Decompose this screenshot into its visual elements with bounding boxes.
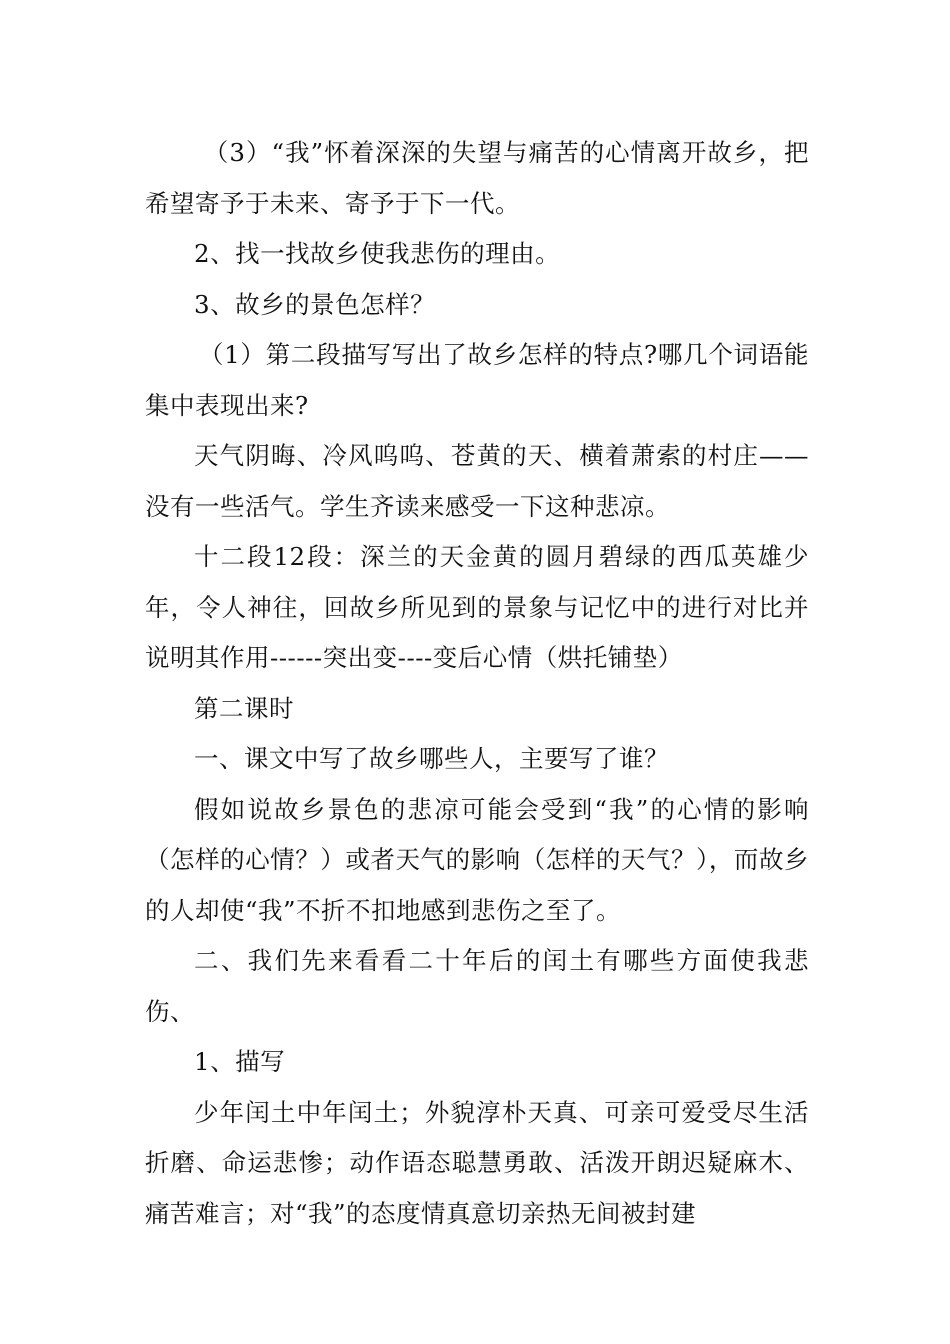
paragraph-sad-reasons: 2、找一找故乡使我悲伤的理由。 bbox=[194, 239, 561, 268]
paragraph-characters-question: 一、课文中写了故乡哪些人，主要写了谁？ bbox=[194, 744, 669, 773]
paragraph-mood-influence: 假如说故乡景色的悲凉可能会受到“我”的心情的影响（怎样的心情？）或者天气的影响（怎样的天气？），而故乡的人却使“我”不折不扣地感到悲伤之至了。 bbox=[145, 794, 809, 925]
paragraph-scenery-question: 3、故乡的景色怎样？ bbox=[194, 289, 436, 319]
paragraph-second-lesson-heading: 第二课时 bbox=[194, 693, 294, 723]
paragraph-runtu-intro: 二、我们先来看看二十年后的闰土有哪些方面使我悲伤、 bbox=[145, 946, 809, 1026]
paragraph-runtu-comparison: 少年闰土中年闰土；外貌淳朴天真、可亲可爱受尽生活折磨、命运悲惨；动作语态聪慧勇敢、活泼开朗迟疑麻木、痛苦难言；对“我”的态度情真意切亲热无间被封建 bbox=[145, 1097, 809, 1228]
paragraph-section-twelve: 十二段12段：深兰的天金黄的圆月碧绿的西瓜英雄少年，令人神往，回故乡所见到的景象与记忆中的进行对比并说明其作用------突出变----变后心情（烘托铺垫） bbox=[145, 542, 809, 672]
paragraph-weather-description: 天气阴晦、冷风呜呜、苍黄的天、横着萧索的村庄——没有一些活气。学生齐读来感受一下这种悲凉。 bbox=[145, 441, 809, 521]
paragraph-leaving-hometown: （3）“我”怀着深深的失望与痛苦的心情离开故乡，把希望寄予于未来、寄予于下一代。 bbox=[145, 138, 809, 218]
document-body bbox=[145, 128, 809, 1239]
paragraph-second-section-question: （1）第二段描写写出了故乡怎样的特点?哪几个词语能集中表现出来? bbox=[145, 340, 809, 420]
paragraph-description-heading: 1、描写 bbox=[194, 1047, 286, 1076]
